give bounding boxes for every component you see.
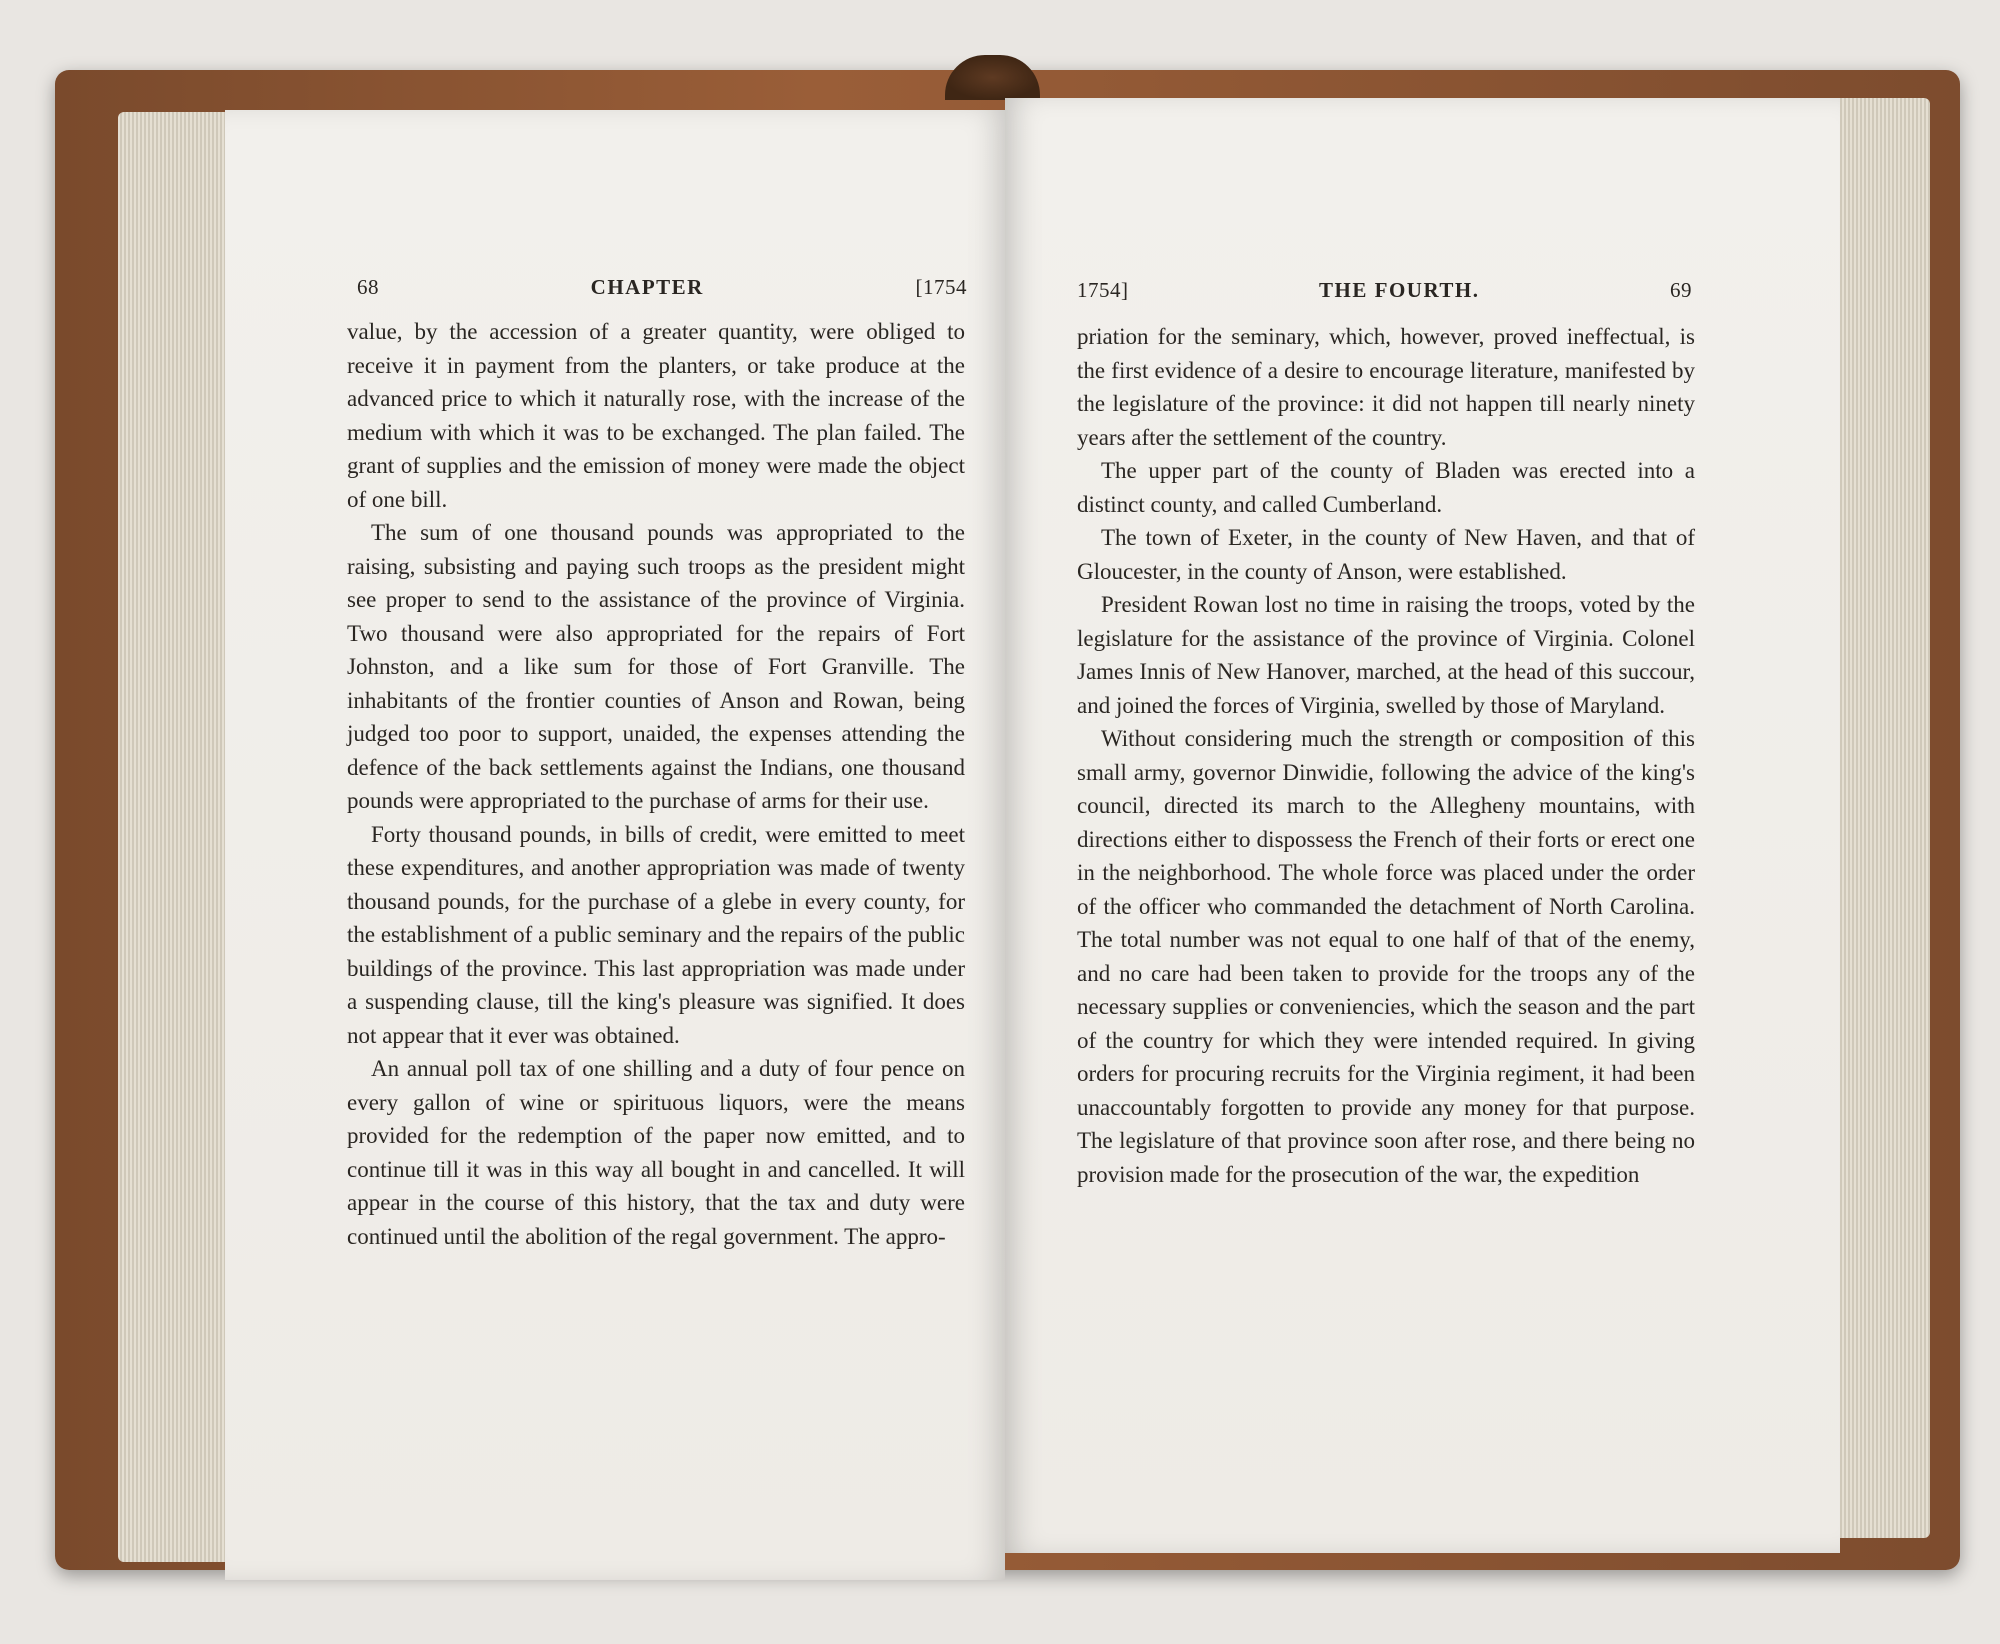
right-page xyxy=(1005,98,1840,1553)
left-page xyxy=(225,110,1005,1580)
right-page-edges xyxy=(1830,98,1930,1538)
paragraph: The town of Exeter, in the county of New Haven, and that of Gloucester, in the county of Anson, were established. xyxy=(1077,525,1695,584)
paragraph: The sum of one thousand pounds was appropriated to the raising, subsisting and paying such troops as the president might see proper to send to the assistance of the province of Virginia. Two thousand were also appropriated for the repairs of Fort Johnston, and a like sum for those of Fort Granville. The inhabitants of the frontier counties of Anson and Rowan, being judged too poor to support, unaided, the expenses attending the defence of the back settlements against the Indians, one thousand pounds were appropriated to the purchase of arms for their use. xyxy=(347,520,965,813)
paragraph: value, by the accession of a greater quantity, were obliged to receive it in payment from the planters, or take produce at the advanced price to which it naturally rose, with the increase of the medium with which it was to be exchanged. The plan failed. The grant of supplies and the emission of money were made the object of one bill. xyxy=(347,319,965,512)
paragraph: The upper part of the county of Bladen was erected into a distinct county, and called Cumberland. xyxy=(1077,458,1695,517)
right-running-date: 1754] xyxy=(1077,278,1129,302)
left-running-title: CHAPTER xyxy=(590,275,704,299)
left-running-head xyxy=(357,275,967,300)
paragraph: Without considering much the strength or composition of this small army, governor Dinwidie, following the advice of the king's council, directed its march to the Allegheny mountains, with directions either to dispossess the French of their forts or erect one in the neighborhood. The whole force was placed under the order of the officer who commanded the detachment of North Carolina. The total number was not equal to one half of that of the enemy, and no care had been taken to provide for the troops any of the necessary supplies or conveniencies, which the season and the part of the country for which they were intended required. In giving orders for procuring recruits for the Virginia regiment, it had been unaccountably forgotten to provide any money for that purpose. The legislature of that province soon after rose, and there being no provision made for the prosecution of the war, the expedition xyxy=(1077,726,1695,1187)
left-running-date: [1754 xyxy=(915,275,967,299)
book-spine xyxy=(945,55,1040,100)
paragraph: Forty thousand pounds, in bills of credit, were emitted to meet these expenditures, and another appropriation was made of twenty thousand pounds, for the purchase of a glebe in every county, for the establishment of a public seminary and the repairs of the public buildings of the province. This last appropriation was made under a suspending clause, till the king's pleasure was signified. It does not appear that it ever was obtained. xyxy=(347,821,965,1048)
left-page-number: 68 xyxy=(357,275,379,299)
right-page-number: 69 xyxy=(1669,278,1692,302)
right-running-head xyxy=(1077,278,1692,303)
left-page-edges xyxy=(118,112,228,1562)
left-body-text xyxy=(347,315,965,1253)
paragraph: An annual poll tax of one shilling and a duty of four pence on every gallon of wine or spirituous liquors, were the means provided for the redemption of the paper now emitted, and to continue till it was in this way all bought in and cancelled. It will appear in the course of this history, that the tax and duty were continued until the abolition of the regal government. The appro- xyxy=(347,1056,965,1249)
right-body-text xyxy=(1077,320,1695,1191)
paragraph: priation for the seminary, which, however, proved ineffectual, is the first evidence of a desire to encourage literature, manifested by the legislature of the province: it did not happen till nearly ninety years after the settlement of the country. xyxy=(1077,324,1695,450)
right-running-title: THE FOURTH. xyxy=(1319,278,1480,302)
paragraph: President Rowan lost no time in raising the troops, voted by the legislature for the assistance of the province of Virginia. Colonel James Innis of New Hanover, marched, at the head of this succour, and joined the forces of Virginia, swelled by those of Maryland. xyxy=(1077,592,1695,718)
